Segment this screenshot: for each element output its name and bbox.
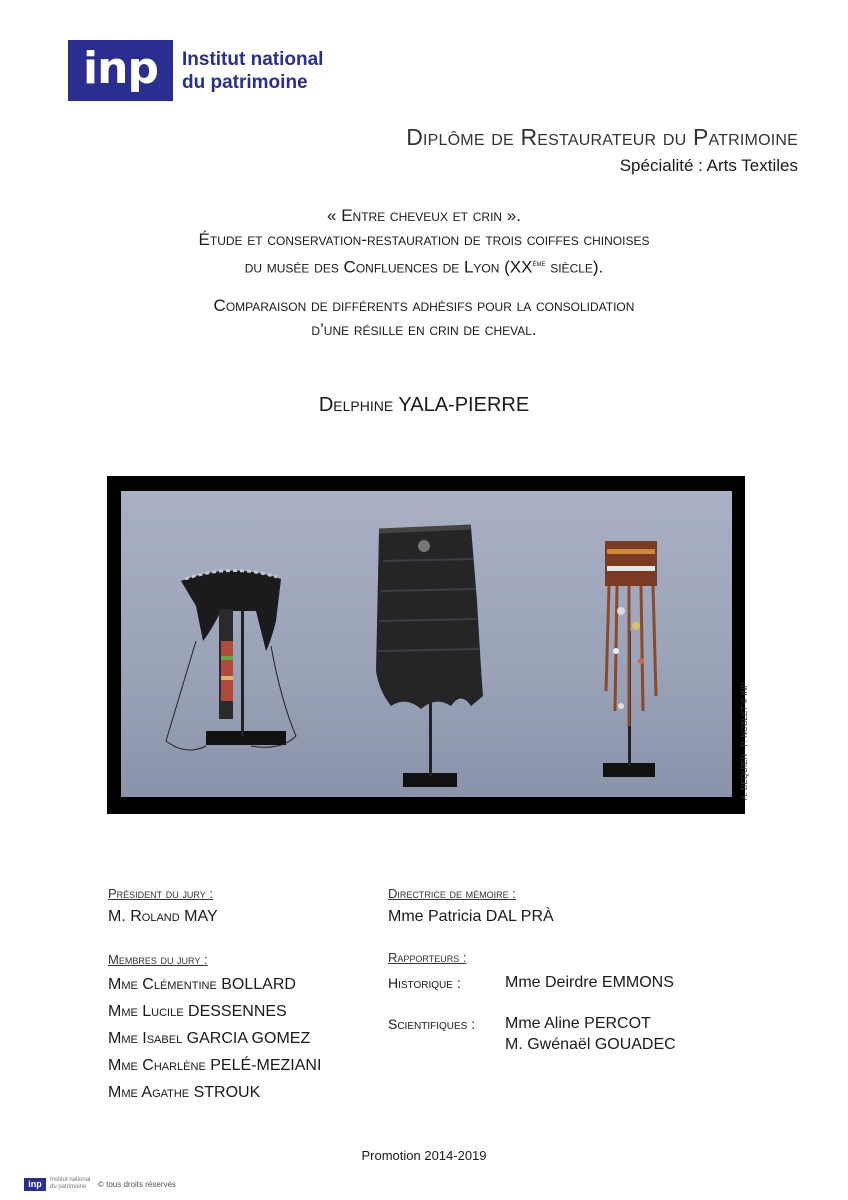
scientifique-1: Mme Aline PERCOT [505,1015,651,1032]
thesis-line-4: Comparaison de différents adhésifs pour la consolidation [213,296,635,315]
scientifique-2: M. Gwénaël GOUADEC [505,1036,676,1053]
president-label: Président du jury : [108,886,213,901]
member-3 [108,1030,310,1048]
author-name [0,394,848,417]
members-label: Membres du jury : [108,952,208,967]
thesis-line-1: « Entre cheveux et crin ». [327,206,521,225]
institution-name [182,48,323,94]
thesis-line-3-text: du musée des Confluences de Lyon (XX [244,257,533,277]
member-title: Mme Agathe [108,1084,190,1101]
thesis-line-5: d’une résille en crin de cheval. [311,320,537,339]
diploma-title: Diplôme de Restaurateur du Patrimoine [406,124,798,150]
speciality: Spécialité : Arts Textiles [619,156,798,175]
inp-logo: inp [68,40,173,101]
historique-label: Historique : [388,975,461,991]
member-1 [108,976,296,994]
member-title: Mme Clémentine [108,976,217,993]
member-title: Mme Charlène [108,1057,206,1074]
president-last: MAY [184,908,218,925]
headdresses-illustration [121,491,732,797]
headdresses-photo [107,476,745,814]
institution-name-line2: du patrimoine [182,72,308,93]
photo-credit: A. DEQUIER - P. NOBLET © INP [740,682,749,800]
director-name: Mme Patricia DAL PRÀ [388,908,554,925]
thesis-line-3-end: siècle). [545,257,604,277]
member-last: PELÉ-MEZIANI [210,1057,322,1074]
copyright-notice: © tous droits réservés [98,1180,176,1189]
president-name [108,908,218,926]
member-5 [108,1084,260,1102]
historique-name: Mme Deirdre EMMONS [505,974,674,991]
headdress-right [603,541,657,777]
member-last: STROUK [193,1084,261,1101]
author-first-name: Delphine [318,394,394,416]
headdress-center [376,527,483,787]
thesis-line-3 [0,252,848,280]
member-2 [108,1003,287,1021]
institution-name-line1: Institut national [182,49,324,70]
member-title: Mme Isabel [108,1030,183,1047]
member-last: GARCIA GOMEZ [186,1030,311,1047]
thesis-line-2: Étude et conservation-restauration de trois coiffes chinoises [198,230,650,249]
thesis-subtitle [0,294,848,342]
author-last-name: YALA-PIERRE [398,394,530,416]
member-title: Mme Lucile [108,1003,184,1020]
president-title: M. Roland [108,908,180,925]
member-last: BOLLARD [221,976,296,993]
thesis-title [0,204,848,280]
rapporteurs-label: Rapporteurs : [388,950,467,965]
headdress-left [166,570,296,750]
member-last: DESSENNES [188,1003,287,1020]
photo-background [121,491,732,797]
century-superscript: ème [532,259,546,268]
footer-inp-logo: inp [24,1178,46,1191]
footer-institution: Institut national du patrimoine [50,1177,91,1190]
director-label: Directrice de mémoire : [388,886,516,901]
promotion-years: Promotion 2014-2019 [361,1148,487,1163]
scientifiques-label: Scientifiques : [388,1016,476,1032]
member-4 [108,1057,321,1075]
